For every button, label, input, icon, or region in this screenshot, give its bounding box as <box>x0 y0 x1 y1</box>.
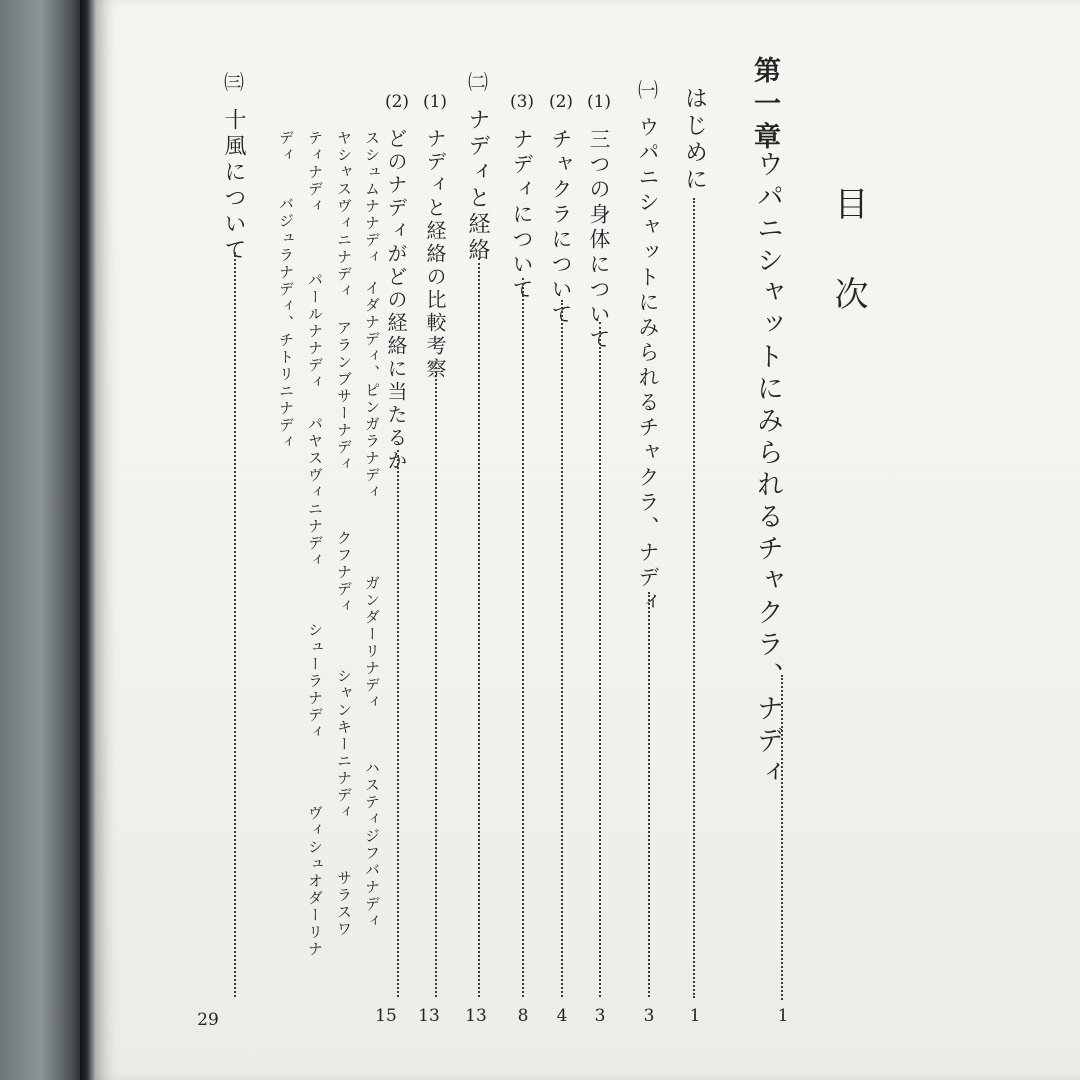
toc-entry-subsection <box>550 128 571 328</box>
page-number: 3 <box>594 1006 606 1026</box>
nadi-list-item: アランブサーナディ <box>335 320 353 473</box>
nadi-list-item: スシュムナナディ <box>363 130 381 266</box>
nadi-list-item: ハスティジフバナディ <box>363 760 381 930</box>
section-text: ウパニシャットにみられるチャクラ、ナディ <box>636 116 660 616</box>
toc-entry-subsection <box>511 128 532 303</box>
toc-entry-section <box>466 108 488 264</box>
subsection-text: チャクラについて <box>549 128 573 328</box>
page-number: 29 <box>197 1010 219 1030</box>
page-number: 13 <box>465 1006 487 1026</box>
book-page <box>96 0 1080 1080</box>
subsection-marker: (1) <box>586 92 612 112</box>
leader-dots <box>781 675 783 1000</box>
chapter-label: 第一章 <box>749 56 780 155</box>
page-number: 3 <box>643 1006 655 1026</box>
leader-dots <box>435 362 437 997</box>
leader-dots <box>561 300 563 997</box>
toc-title-first: 目 <box>828 186 868 220</box>
nadi-list-item: シューラナディ <box>306 622 324 741</box>
leader-dots <box>648 592 650 997</box>
nadi-list-item: イダナディ、ピンガラナディ <box>363 280 381 501</box>
nadi-list-item: クフナディ <box>335 530 353 615</box>
section-text: ナディと経絡 <box>465 108 490 264</box>
page-number: 13 <box>418 1006 440 1026</box>
nadi-list-item: ガンダーリナディ <box>363 575 381 711</box>
leader-dots <box>599 322 601 997</box>
page-number: 4 <box>556 1006 568 1026</box>
nadi-list-item: ヤシャスヴィニナディ <box>335 130 353 300</box>
nadi-list-item: シャンキーニナディ <box>335 668 353 821</box>
leader-dots <box>234 252 236 997</box>
chapter-title-text: ウパニシャットにみられるチャクラ、ナディ <box>752 150 783 790</box>
book-binding <box>0 0 92 1080</box>
subsection-text: どのナディがどの経絡に当たるか <box>384 128 408 473</box>
page-number: 8 <box>517 1006 529 1026</box>
toc-title-second: 次 <box>828 276 868 310</box>
subsection-marker: (1) <box>422 92 448 112</box>
leader-dots <box>397 450 399 997</box>
section-marker: ㈠ <box>638 78 658 102</box>
subsection-marker: (3) <box>509 92 535 112</box>
toc-entry-section <box>222 108 244 264</box>
chapter-title <box>754 150 781 790</box>
nadi-list-item: パールナナディ <box>306 272 324 391</box>
subsection-marker: (2) <box>548 92 574 112</box>
page-number: 1 <box>689 1006 701 1026</box>
intro-text: はじめに <box>681 86 707 194</box>
page-number: 1 <box>777 1006 789 1026</box>
toc-entry-subsection <box>425 128 445 381</box>
toc-entry-subsection <box>386 128 406 473</box>
subsection-text: ナディについて <box>510 128 534 303</box>
nadi-list-item: ヴィシュオダーリナ <box>306 805 324 958</box>
toc-title <box>828 276 868 310</box>
leader-dots <box>522 278 524 997</box>
toc-entry-subsection <box>588 128 609 353</box>
nadi-list-item: サラスワ <box>335 870 353 938</box>
subsection-text: 三つの身体について <box>587 128 611 353</box>
section-text: 十風について <box>221 108 246 264</box>
nadi-list-item: ティナディ <box>306 130 324 215</box>
toc-title <box>828 186 868 220</box>
subsection-text: ナディと経絡の比較考察 <box>423 128 447 381</box>
toc-entry-section <box>637 116 658 616</box>
chapter-heading <box>751 56 778 155</box>
leader-dots <box>478 258 480 997</box>
toc-entry-intro <box>682 86 705 194</box>
nadi-list-item: ディ <box>277 130 295 164</box>
page-number: 15 <box>375 1006 397 1026</box>
subsection-marker: (2) <box>384 92 410 112</box>
section-marker: ㈢ <box>224 70 244 94</box>
leader-dots <box>693 198 695 998</box>
section-marker: ㈡ <box>468 70 488 94</box>
nadi-list-item: バジュラナディ、チトリニナディ <box>277 196 295 451</box>
nadi-list-item: パヤスヴィニナディ <box>306 416 324 569</box>
